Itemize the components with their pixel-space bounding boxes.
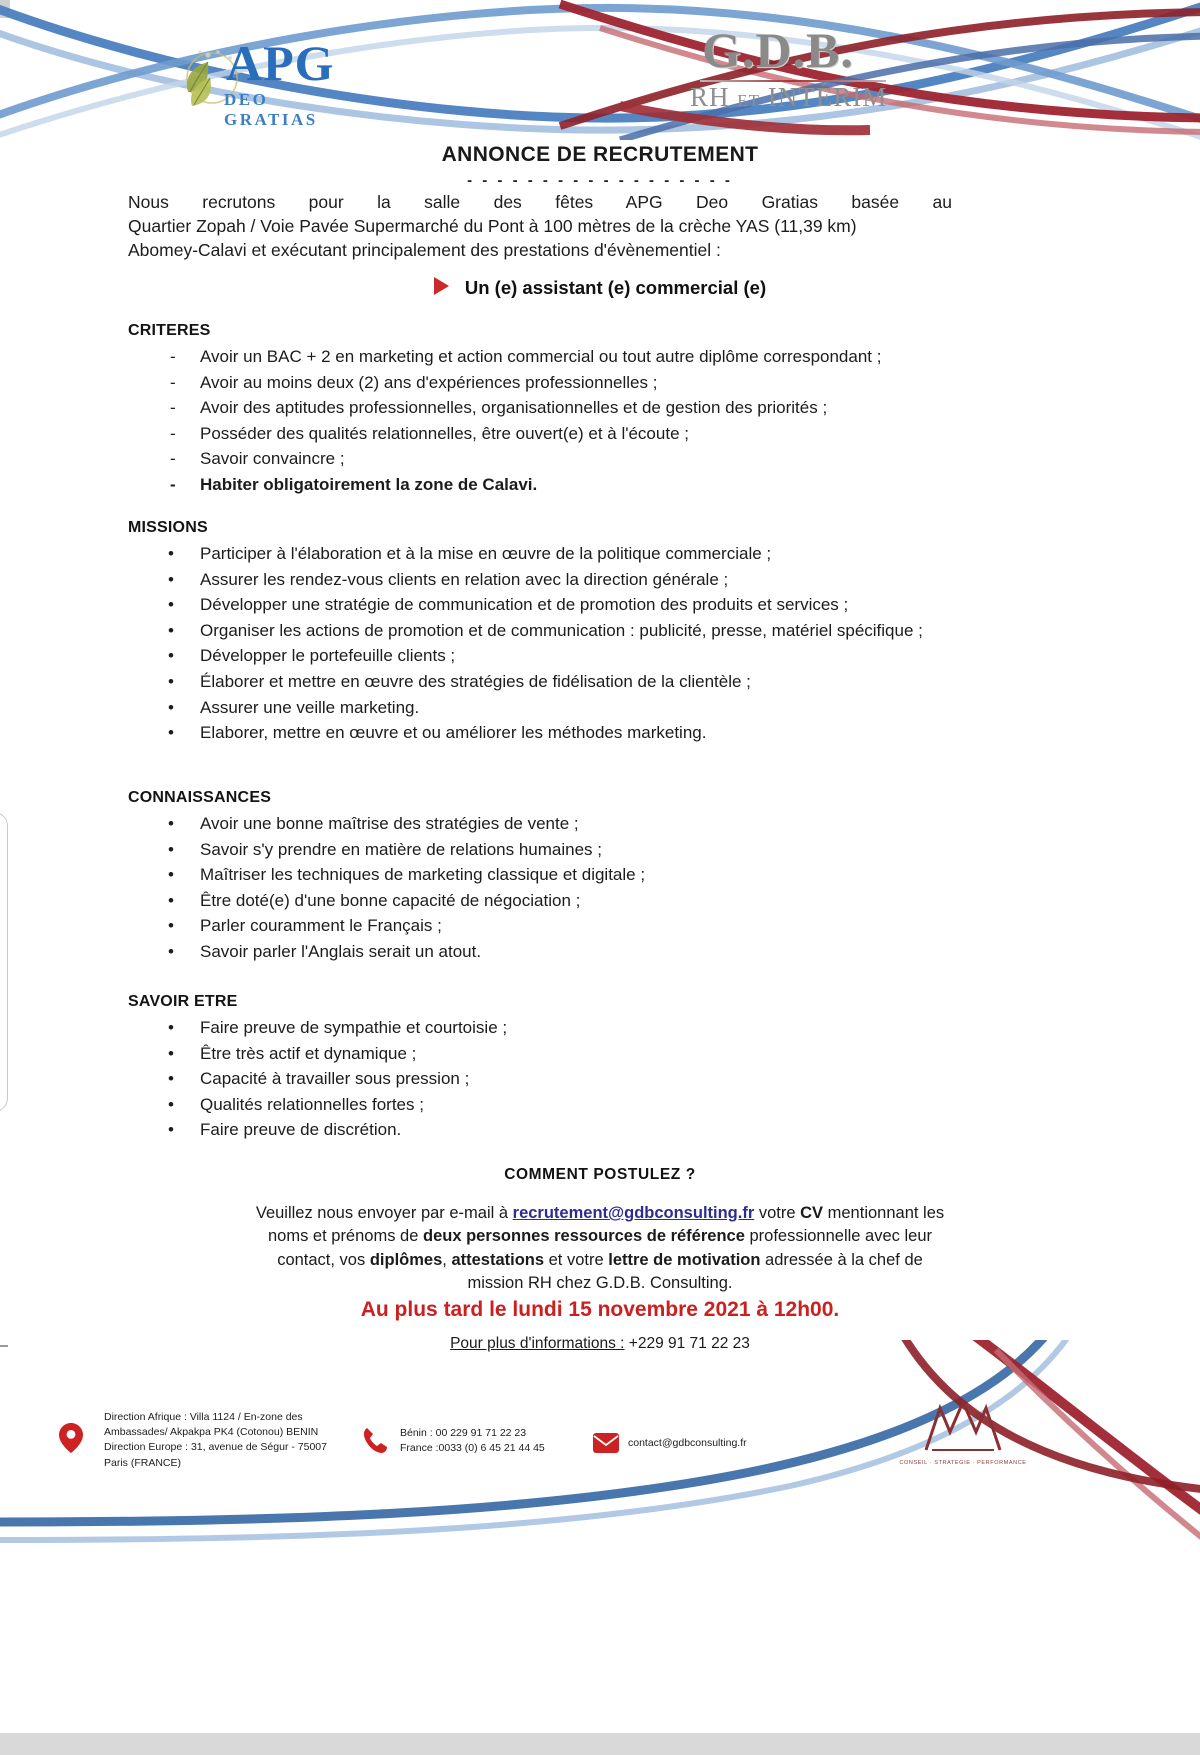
section-heading: MISSIONS: [128, 519, 208, 536]
list-item: - Posséder des qualités relationnelles, être ouvert(e) et à l'écoute ;: [128, 423, 958, 446]
apply-attestations-bold: attestations: [451, 1250, 545, 1269]
list-item: • Savoir s'y prendre en matière de relations humaines ;: [128, 839, 958, 862]
list-item: - Savoir convaincre ;: [128, 448, 958, 471]
list-item: - Avoir des aptitudes professionnelles, organisationnelles et de gestion des priorités ;: [128, 397, 958, 420]
list-item: • Être très actif et dynamique ;: [128, 1043, 958, 1066]
location-pin-icon: [58, 1422, 84, 1454]
list-item: • Participer à l'élaboration et à la mise en œuvre de la politique commerciale ;: [128, 543, 958, 566]
list-item: • Assurer les rendez-vous clients en relation avec la direction générale ;: [128, 569, 958, 592]
footer-email: [628, 1436, 888, 1451]
list-item: • Qualités relationnelles fortes ;: [128, 1094, 958, 1117]
page-edge-artifact-card: [0, 812, 8, 1112]
apply-refs-bold: deux personnes ressources de référence: [422, 1227, 745, 1246]
envelope-icon: [592, 1432, 620, 1454]
section-connaissances: [128, 789, 958, 967]
list-item: • Savoir parler l'Anglais serait un atout.: [128, 941, 958, 964]
intro-line-2: Quartier Zopah / Voie Pavée Supermarché du Pont à 100 mètres de la crèche YAS (11,39 km): [128, 216, 857, 237]
triangle-right-icon: [434, 277, 449, 295]
gdb-mark-glyph: [888, 1392, 1038, 1462]
phone-icon: [362, 1426, 388, 1454]
apply-text-4: professionnelle avec leur contact, vos: [277, 1227, 933, 1269]
list-item: • Faire preuve de discrétion.: [128, 1119, 958, 1142]
apply-text-5: ,: [442, 1250, 452, 1269]
footer-address-line-1: Direction Afrique : Villa 1124 / En-zone des: [104, 1411, 303, 1423]
list-item: • Capacité à travailler sous pression ;: [128, 1068, 958, 1091]
apply-motivation-bold: motivation: [677, 1250, 761, 1269]
application-deadline: Au plus tard le lundi 15 novembre 2021 à 12h00.: [360, 1298, 840, 1321]
footer-address-line-3: Direction Europe : 31, avenue de Ségur - 75007: [104, 1441, 327, 1454]
list-item: • Faire preuve de sympathie et courtoisie ;: [128, 1017, 958, 1040]
list-item: • Être doté(e) d'une bonne capacité de négociation ;: [128, 890, 958, 913]
gdb-footer-mark: [888, 1392, 1038, 1478]
gdb-sub-interim: INTÉRIM: [767, 82, 888, 112]
apg-logo-name: APG: [226, 35, 335, 91]
list-item: • Développer une stratégie de communication et de promotion des produits et services ;: [128, 594, 958, 617]
apply-text-2: votre: [754, 1204, 801, 1222]
gdb-mark-tagline: CONSEIL · STRATEGIE · PERFORMANCE: [899, 1460, 1027, 1466]
more-info-label: Pour plus d'informations :: [450, 1335, 625, 1352]
section-item-list: [128, 813, 958, 964]
list-item: • Élaborer et mettre en œuvre des stratégies de fidélisation de la clientèle ;: [128, 671, 958, 694]
apply-cv-bold: CV: [800, 1204, 824, 1222]
gdb-logo-name: G.D.B.: [702, 22, 854, 78]
gdb-sub-et: ET: [737, 91, 761, 110]
list-item: • Avoir une bonne maîtrise des stratégies de vente ;: [128, 813, 958, 836]
section-heading: CRITERES: [128, 322, 211, 339]
apply-text-1: Veuillez nous envoyer par e-mail à: [255, 1204, 513, 1222]
job-title-row: [0, 277, 1200, 299]
intro-line-1: Nous recrutons pour la salle des fêtes APG Deo Gratias basée au: [128, 192, 952, 212]
section-item-list: [128, 1017, 958, 1142]
recruitment-email-link[interactable]: recrutement@gdbconsulting.fr: [512, 1204, 755, 1222]
more-info-phone: +229 91 71 22 23: [624, 1335, 750, 1352]
list-item: - Avoir un BAC + 2 en marketing et action commercial ou tout autre diplôme correspondant ;: [128, 346, 958, 369]
gdb-sub-rh: RH: [690, 82, 730, 112]
job-title-text: Un (e) assistant (e) commercial (e): [464, 277, 767, 298]
apply-instructions: [250, 1202, 950, 1296]
list-item: • Assurer une veille marketing.: [128, 697, 958, 720]
section-heading: SAVOIR ETRE: [128, 993, 238, 1010]
section-heading: CONNAISSANCES: [128, 789, 272, 806]
apply-text-3: mentionnant les noms et prénoms de: [267, 1204, 945, 1246]
apply-lettre-bold: lettre de: [608, 1250, 673, 1269]
list-item: • Elaborer, mettre en œuvre et ou améliorer les méthodes marketing.: [128, 722, 958, 745]
gdb-logo-subtitle: [690, 82, 887, 113]
list-item: • Organiser les actions de promotion et de communication : publicité, presse, matériel spécifique ;: [128, 620, 958, 643]
footer-address-line-4: Paris (FRANCE): [104, 1456, 182, 1469]
footer-phone-line-1: Bénin : 00 229 91 71 22 23: [400, 1427, 527, 1439]
page-title: ANNONCE DE RECRUTEMENT: [441, 143, 759, 166]
title-underline-dots: - - - - - - - - - - - - - - - - - -: [467, 172, 733, 189]
footer-phone: [400, 1426, 600, 1456]
section-criteres: [128, 322, 958, 500]
gdb-logo: [690, 24, 980, 116]
page-bottom-strip: [0, 1733, 1200, 1755]
footer-email-text: contact@gdbconsulting.fr: [628, 1437, 747, 1449]
apg-logo: [178, 30, 368, 129]
list-item: • Parler couramment le Français ;: [128, 915, 958, 938]
apply-text-6: et votre: [544, 1250, 609, 1269]
section-item-list: [128, 346, 958, 497]
footer-address: [104, 1410, 354, 1471]
apply-section-title: COMMENT POSTULEZ ?: [504, 1166, 696, 1183]
list-item: • Développer le portefeuille clients ;: [128, 645, 958, 668]
apply-text-7: adressée à la chef de mission RH chez G.D.B. Consulting.: [467, 1250, 923, 1293]
apg-logo-tagline: DEO GRATIAS: [224, 90, 318, 129]
list-item: - Habiter obligatoirement la zone de Calavi.: [128, 474, 958, 497]
footer-address-line-2: Ambassades/ Akpakpa PK4 (Cotonou) BENIN: [104, 1426, 319, 1439]
list-item: • Maîtriser les techniques de marketing classique et digitale ;: [128, 864, 958, 887]
section-item-list: [128, 543, 958, 745]
section-savoir-etre: [128, 993, 958, 1145]
intro-paragraph: [128, 190, 952, 262]
apply-diplomes-bold: diplômes: [369, 1250, 443, 1269]
footer-phone-line-2: France :0033 (0) 6 45 21 44 45: [400, 1442, 545, 1455]
intro-line-3: Abomey-Calavi et exécutant principalement des prestations d'évènementiel :: [128, 240, 721, 261]
section-missions: [128, 519, 958, 748]
list-item: - Avoir au moins deux (2) ans d'expériences professionnelles ;: [128, 372, 958, 395]
